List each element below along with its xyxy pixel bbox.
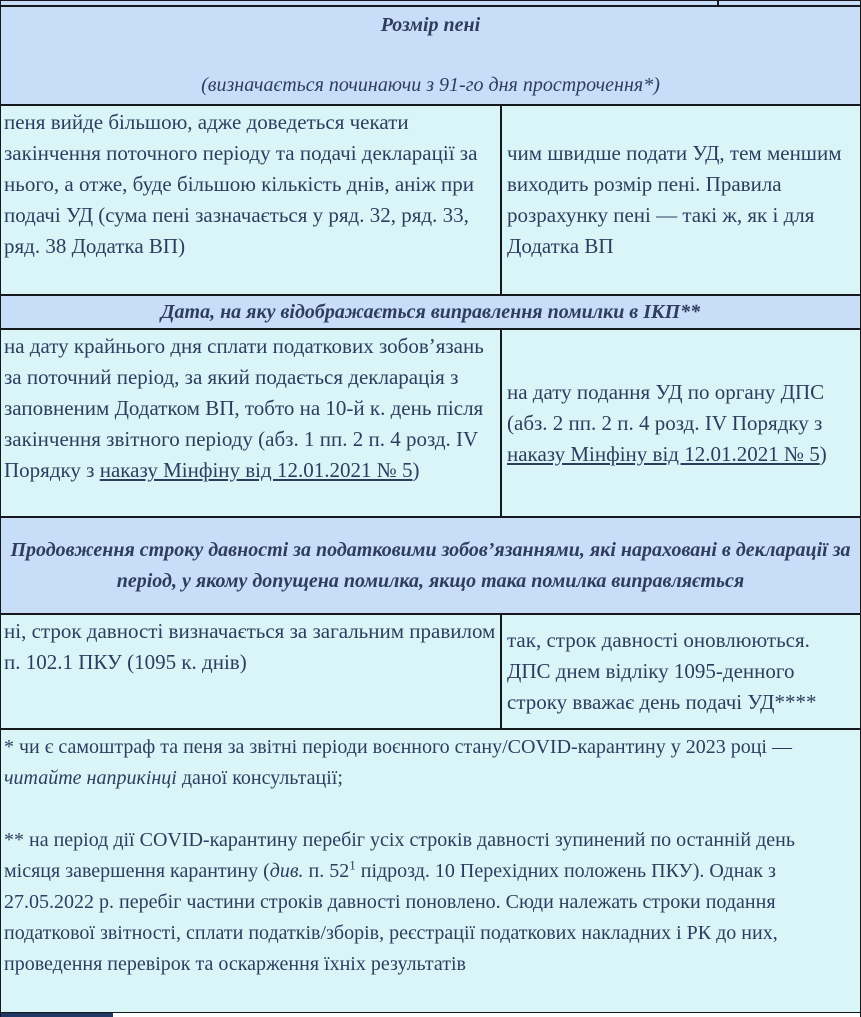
cell-correction-date-left-closing: )	[412, 458, 420, 482]
row-limitation-period	[1, 615, 860, 730]
cell-correction-date-left-text: на дату крайнього дня сплати податкових зобов’язань за поточний період, за який подається декларація з заповненим Додатком ВП, тобто на 10-й к. день після закінчення звітного періоду (абз. 1 пп. 2 п. 4 розд. IV Порядку з	[4, 334, 484, 482]
header-limitation-period-title: Продовження строку давності за податковими зобов’язаннями, які нараховані в декларації за період, у якому допущена помилка, якщо така помилка виправляється	[10, 538, 851, 592]
cell-limitation-period-right-text: так, строк давності оновлюються. ДПС днем відліку 1095-денного строку вважає день подачі УД****	[507, 628, 817, 714]
cell-limitation-period-left	[1, 615, 502, 728]
footnote-1	[4, 732, 854, 794]
cell-penalty-size-left-text: пеня вийде більшою, адже доведеться чекати закінчення поточного періоду та подачі декларації за нього, а отже, буде більшою кількість днів, аніж при подачі УД (сума пені зазначається у ряд. 32, ряд. 33, ряд. 38 Додатка ВП)	[4, 110, 478, 258]
cell-correction-date-right	[502, 330, 860, 516]
header-correction-date-title: Дата, на яку відображається виправлення помилки в ІКП**	[160, 301, 701, 323]
section-header-limitation-period	[1, 518, 860, 615]
minfin-order-link-left[interactable]: наказу Мінфіну від 12.01.2021 № 5	[99, 458, 413, 482]
cell-correction-date-left	[1, 330, 502, 516]
row-correction-date	[1, 330, 860, 518]
cell-correction-date-right-closing: )	[819, 441, 827, 466]
header-penalty-size-title: Розмір пені	[380, 14, 481, 36]
previous-row-remnant	[1, 0, 860, 7]
row-penalty-size	[1, 106, 860, 296]
footnote-1-italic: читайте наприкінці	[4, 767, 177, 789]
footnotes-cell	[1, 730, 860, 1013]
section-header-penalty-size	[1, 7, 860, 106]
next-section-header-fragment	[1, 1013, 113, 1017]
footnote-1-text: * чи є самоштраф та пеня за звітні періоди воєнного стану/COVID-карантину у 2023 році —	[4, 736, 792, 758]
section-header-correction-date	[1, 296, 860, 330]
cell-penalty-size-left	[1, 106, 502, 294]
cell-penalty-size-right-text: чим швидше подати УД, тем меншим виходить розмір пені. Правила розрахунку пені — такі ж, як і для Додатка ВП	[507, 141, 842, 258]
footnote-2-superscript: 1	[349, 857, 356, 873]
footnote-2-italic: див.	[269, 860, 304, 882]
cell-penalty-size-right	[502, 106, 860, 294]
cell-limitation-period-left-text: ні, строк давності визначається за загальним правилом п. 102.1 ПКУ (1095 к. днів)	[4, 619, 496, 674]
footnote-2-clause: п. 52	[303, 860, 350, 882]
footnote-2	[4, 825, 854, 980]
header-penalty-size-subtitle: (визначається починаючи з 91-го дня прострочення*)	[201, 74, 660, 96]
footnote-1-tail: даної консультації;	[176, 767, 343, 789]
previous-row-column-divider	[717, 1, 719, 5]
footnote-2-text: ** на період дії COVID-карантину перебіг усіх строків давності зупинений по останній день місяця завершення карантину (	[4, 829, 795, 882]
next-section-remnant	[1, 1013, 860, 1017]
cell-limitation-period-right	[502, 615, 860, 728]
footnote-2-tail: підрозд. 10 Перехідних положень ПКУ). Однак з 27.05.2022 р. перебіг частини строків давності поновлено. Сюди належать строки подання податкової звітності, сплати податків/зборів, реєстрації податкових накладних і РК до них, проведення перевірок та оскарження їхніх результатів	[4, 860, 778, 975]
minfin-order-link-right[interactable]: наказу Мінфіну від 12.01.2021 № 5	[507, 441, 820, 466]
cell-correction-date-right-text: на дату подання УД по органу ДПС (абз. 2 пп. 2 п. 4 розд. IV Порядку з	[507, 379, 825, 435]
